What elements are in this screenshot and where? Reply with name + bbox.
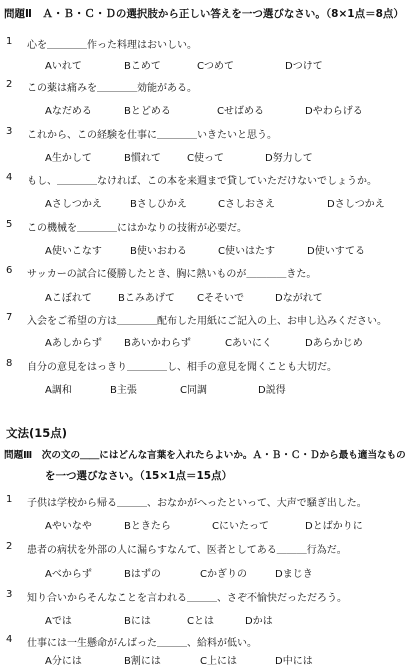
question-number: 8 (6, 358, 13, 369)
option-c[interactable]: C使って (187, 153, 224, 164)
option-b[interactable]: B割には (124, 656, 161, 667)
option-a[interactable]: Aあしからず (45, 338, 102, 349)
question-text: 仕事には一生懸命がんばった＿＿＿、給料が低い。 (27, 638, 257, 649)
question-number: 3 (6, 126, 13, 137)
question-number: 6 (6, 265, 13, 276)
option-b[interactable]: Bはずの (124, 569, 161, 580)
option-a[interactable]: A調和 (45, 385, 72, 396)
option-a[interactable]: Aさしつかえ (45, 199, 102, 210)
question-number: 4 (6, 634, 13, 645)
option-c[interactable]: C使いはたす (218, 246, 275, 257)
option-d[interactable]: D使いすてる (307, 246, 366, 257)
option-d[interactable]: Dかは (245, 616, 273, 627)
option-b[interactable]: Bとどめる (124, 106, 171, 117)
option-c[interactable]: Cかぎりの (200, 569, 247, 580)
option-a[interactable]: A生かして (45, 153, 92, 164)
option-d[interactable]: Dつけて (285, 61, 323, 72)
question-text: 知り合いからそんなことを言われる＿＿＿、さぞ不愉快だっただろう。 (27, 593, 347, 604)
section2-header: 問題Ⅱ Ａ・Ｂ・Ｃ・Ｄの選択肢から正しい答えを一つ選びなさい。（8×1点＝8点） (4, 8, 404, 20)
question-number: 7 (6, 312, 13, 323)
option-a[interactable]: Aこぼれて (45, 293, 92, 304)
question-text: 子供は学校から帰る＿＿＿、おなかがへったといって、大声で騒ぎ出した。 (27, 498, 367, 509)
question-text: この機械を＿＿＿＿にはかなりの技術が必要だ。 (27, 223, 247, 234)
question-text: もし、＿＿＿＿なければ、この本を来週まで貸していただけないでしょうか。 (27, 176, 377, 187)
option-d[interactable]: D説得 (258, 385, 286, 396)
section3-header-line1: 問題Ⅲ 次の文の＿＿にはどんな言葉を入れたらよいか。Ａ・Ｂ・Ｃ・Ｄから最も適当なもの (4, 450, 406, 461)
option-c[interactable]: Cとは (187, 616, 214, 627)
question-text: これから、この経験を仕事に＿＿＿＿いきたいと思う。 (27, 130, 277, 141)
option-b[interactable]: Bときたら (124, 521, 171, 532)
question-text: 心を＿＿＿＿作った料理はおいしい。 (27, 40, 197, 51)
option-a[interactable]: Aいれて (45, 61, 82, 72)
option-a[interactable]: Aやいなや (45, 521, 92, 532)
option-b[interactable]: Bこめて (124, 61, 161, 72)
option-d[interactable]: Dさしつかえ (327, 199, 385, 210)
option-b[interactable]: B主張 (110, 385, 137, 396)
question-text: サッカーの試合に優勝したとき、胸に熱いものが＿＿＿＿きた。 (27, 269, 317, 280)
option-d[interactable]: D努力して (265, 153, 313, 164)
section3-header-line2: を一つ選びなさい。（15×1点＝15点） (45, 470, 233, 482)
option-d[interactable]: Dながれて (275, 293, 323, 304)
section3-title: 文法(15点) (6, 426, 68, 440)
option-d[interactable]: Dやわらげる (305, 106, 363, 117)
question-text: 自分の意見をはっきり＿＿＿＿し、相手の意見を聞くことも大切だ。 (27, 362, 337, 373)
option-d[interactable]: Dあらかじめ (305, 338, 363, 349)
option-c[interactable]: Cにいたって (212, 521, 269, 532)
option-a[interactable]: A使いこなす (45, 246, 102, 257)
option-a[interactable]: Aなだめる (45, 106, 92, 117)
question-text: 患者の病状を外部の人に漏らすなんて、医者としてある＿＿＿行為だ。 (27, 545, 347, 556)
question-text: 入会をご希望の方は＿＿＿＿配布した用紙にご記入の上、お申し込みください。 (27, 316, 387, 327)
question-number: 1 (6, 36, 13, 47)
option-b[interactable]: Bこみあげて (118, 293, 175, 304)
option-c[interactable]: C上には (200, 656, 237, 667)
option-a[interactable]: Aでは (45, 616, 72, 627)
question-number: 3 (6, 589, 13, 600)
option-c[interactable]: C同調 (180, 385, 207, 396)
option-b[interactable]: Bさしひかえ (130, 199, 187, 210)
question-number: 2 (6, 79, 13, 90)
option-c[interactable]: Cつめて (197, 61, 234, 72)
question-number: 2 (6, 541, 13, 552)
option-c[interactable]: Cさしおさえ (218, 199, 275, 210)
option-c[interactable]: Cそそいで (197, 293, 244, 304)
option-d[interactable]: Dまじき (275, 569, 313, 580)
option-d[interactable]: D中には (275, 656, 313, 667)
option-d[interactable]: Dとばかりに (305, 521, 363, 532)
question-number: 4 (6, 172, 13, 183)
option-c[interactable]: Cせばめる (217, 106, 264, 117)
option-a[interactable]: Aべからず (45, 569, 92, 580)
option-b[interactable]: Bには (124, 616, 151, 627)
option-a[interactable]: A分には (45, 656, 82, 667)
question-text: この薬は痛みを＿＿＿＿効能がある。 (27, 83, 197, 94)
option-b[interactable]: B慣れて (124, 153, 161, 164)
option-b[interactable]: B使いおわる (130, 246, 187, 257)
option-c[interactable]: Cあいにく (225, 338, 272, 349)
question-number: 5 (6, 219, 13, 230)
option-b[interactable]: Bあいかわらず (124, 338, 191, 349)
question-number: 1 (6, 494, 13, 505)
